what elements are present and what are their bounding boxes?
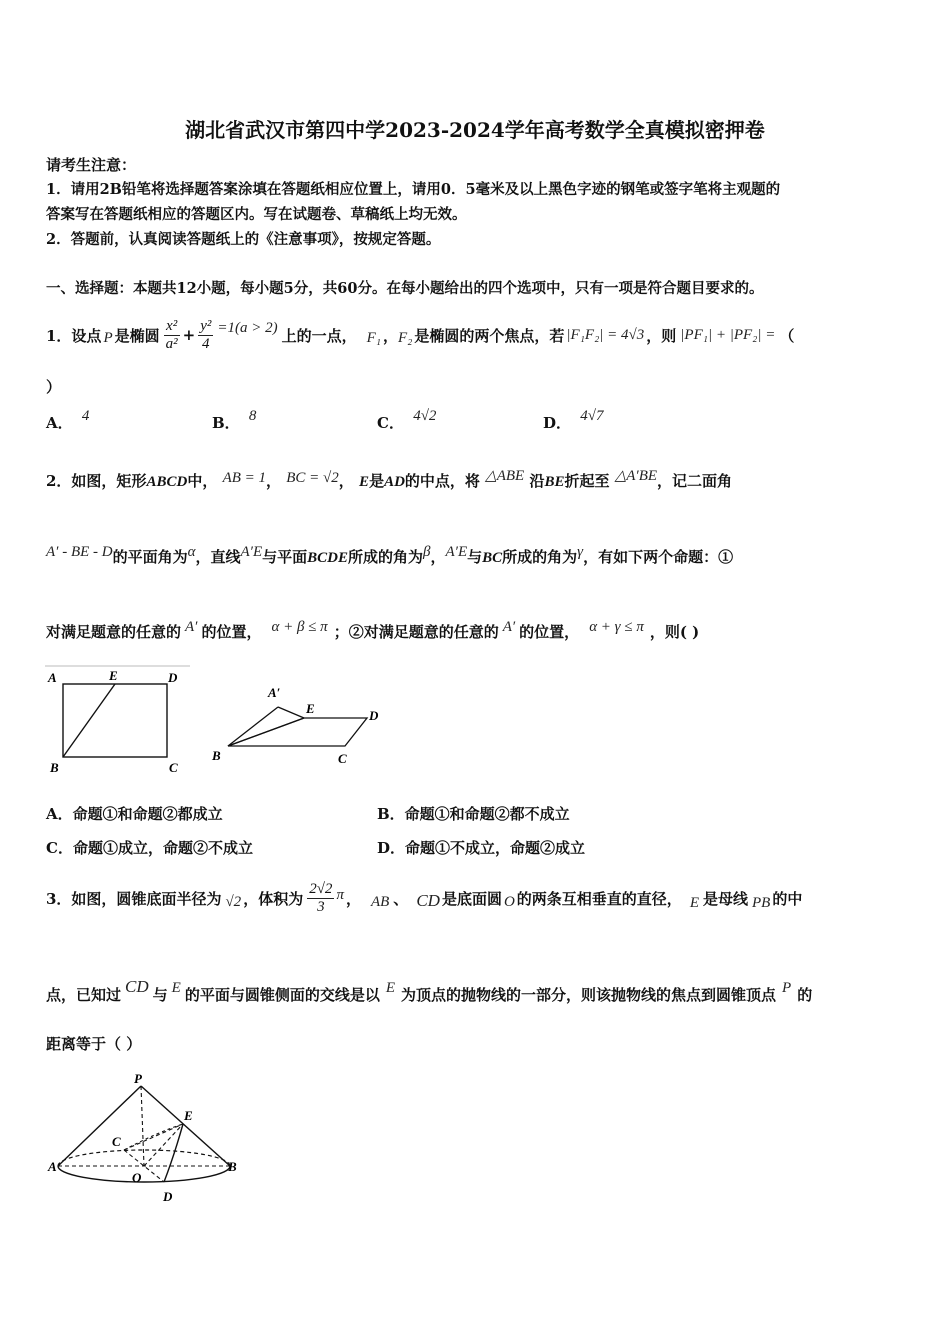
q1-fx-den: a²	[165, 335, 178, 352]
q1-plus: +	[182, 326, 196, 344]
q1-condition: =1(a > 2)	[217, 319, 278, 336]
q2-l2-e: A′E	[240, 544, 263, 560]
q3-l2-a: 点，已知过	[46, 986, 122, 1004]
q2-l2-m: BC	[482, 550, 503, 566]
q2-l2-o: γ	[577, 544, 584, 560]
q2-l3-d: α + β ≤ π	[271, 619, 328, 635]
q1-fy-num: y²	[200, 318, 212, 334]
q1-option-d[interactable]	[543, 408, 604, 433]
q1-comma: ，	[383, 326, 399, 345]
question-3-line-2	[46, 977, 813, 1005]
q1-option-c[interactable]	[377, 408, 437, 433]
q3-l1-k: E	[689, 894, 699, 911]
q1-text-2: 是椭圆	[114, 326, 160, 345]
q3-l1-d: ，	[345, 889, 361, 908]
page-title: 湖北省武汉市第四中学2023-2024学年高考数学全真模拟密押卷	[185, 118, 765, 142]
q3-l1-h: 是底面圆	[441, 889, 502, 908]
cone-label-b: B	[228, 1159, 237, 1174]
q3-l2-h: P	[782, 980, 792, 996]
q3-volume-fraction	[307, 881, 334, 915]
q2-l3-c: 的位置，	[201, 623, 262, 641]
q2-l2-g: BCDE	[307, 550, 348, 566]
question-1-stem	[46, 312, 794, 358]
q2-l1-i: 是	[369, 472, 385, 490]
fig1-rectangle	[63, 684, 167, 757]
fig1-label-a: A	[48, 670, 57, 685]
q2-l2-c: α	[187, 544, 196, 560]
q1-option-a-value: 4	[81, 408, 90, 424]
fig2-base-plane	[228, 718, 367, 746]
q1-fraction-y	[198, 318, 213, 352]
q3-l1-b: √2	[225, 893, 242, 910]
q1-distance: |F₁F₂| = 4√3	[566, 326, 645, 343]
q2-l3-g: 的位置，	[519, 623, 580, 641]
q3-l1-g: CD	[416, 891, 440, 910]
q3-vol-den: 3	[317, 898, 325, 915]
q2-l2-n: 所成的角为	[502, 548, 578, 566]
fig2-label-b: B	[212, 748, 221, 763]
q2-l2-p: ，有如下两个命题：①	[583, 548, 734, 566]
q1-text-1: 1．设点	[46, 326, 102, 345]
q1-option-d-value: 4√7	[580, 408, 604, 424]
q1-fraction-x	[164, 318, 180, 352]
q1-option-d-label: D．	[543, 414, 572, 432]
q1-option-b-value: 8	[248, 408, 257, 424]
segment-ce	[124, 1124, 183, 1150]
q2-option-a[interactable]: A．命题①和命题②都成立	[46, 805, 223, 823]
fig2-label-d: D	[369, 708, 379, 723]
q2-l1-o: 折起至	[564, 472, 610, 490]
q3-l1-c: ，体积为	[243, 889, 304, 908]
fig1-label-d: D	[168, 670, 178, 685]
q2-l1-a: 2．如图，矩形	[46, 472, 147, 490]
cone-label-o: O	[132, 1170, 142, 1185]
q2-l1-f: BC = √2	[286, 470, 339, 486]
question-3-line-1	[46, 872, 802, 924]
q2-l3-h: α + γ ≤ π	[589, 619, 644, 635]
notice-item-2: 2．答题前，认真阅读答题纸上的《注意事项》，按规定答题。	[46, 231, 441, 248]
q2-l2-a: A′ - BE - D	[46, 544, 113, 560]
q2-l1-j: AD	[384, 474, 405, 490]
fig1-label-e: E	[109, 668, 118, 683]
q1-option-b[interactable]	[212, 408, 257, 433]
q1-option-a-label: A．	[46, 414, 73, 432]
q3-cone-drawing	[46, 1070, 246, 1210]
q1-option-a[interactable]	[46, 408, 90, 433]
q2-l2-k: A′E	[445, 544, 468, 560]
notice-item-1-line-2: 答案写在答题纸相应的答题区内。写在试题卷、草稿纸上均无效。	[46, 206, 467, 223]
notice-item-1-line-1: 1．请用2B铅笔将选择题答案涂填在答题纸相应位置上，请用0．5毫米及以上黑色字迹的钢笔或签字笔将主观题的	[46, 181, 781, 198]
q3-l1-j: 的两条互相垂直的直径，	[516, 889, 682, 908]
fig1-segment-be	[63, 684, 115, 757]
q1-option-c-label: C．	[377, 414, 404, 432]
q2-l2-b: 的平面角为	[112, 548, 188, 566]
notice-heading: 请考生注意：	[46, 156, 137, 174]
q3-l2-e: 的平面与圆锥侧面的交线是以	[184, 986, 380, 1004]
q2-l3-b: A′	[185, 619, 198, 635]
fig2-segment-be	[228, 718, 304, 746]
cone-slant-pb	[141, 1086, 230, 1166]
q1-close-paren: ）	[46, 378, 62, 396]
q2-l2-h: 所成的角为	[347, 548, 423, 566]
fig2-label-c: C	[338, 751, 347, 766]
q3-l2-i: 的	[797, 986, 813, 1004]
q3-vol-num: 2√2	[309, 881, 333, 897]
q1-option-b-label: B．	[212, 414, 240, 432]
q1-f2: F₂	[398, 329, 413, 346]
fig2-segment-ae	[278, 707, 304, 718]
q2-l2-d: ，直线	[195, 548, 241, 566]
q3-l1-e: AB	[370, 893, 390, 910]
q2-l1-c: 中，	[187, 472, 218, 490]
question-2-line-3	[46, 621, 699, 642]
height-po	[141, 1086, 144, 1166]
q2-l3-f: A′	[502, 619, 516, 635]
parabola-curve	[164, 1124, 183, 1182]
q2-l2-f: 与平面	[262, 548, 308, 566]
q3-l2-f: E	[385, 980, 396, 996]
q3-l1-f: 、	[393, 889, 409, 908]
q2-l3-i: ，则( )	[649, 623, 700, 641]
q2-figures	[42, 664, 402, 776]
cone-label-a: A	[48, 1159, 57, 1174]
fig2-label-e: E	[306, 701, 315, 716]
fig1-label-c: C	[169, 760, 178, 775]
q2-l1-q: ，记二面角	[657, 472, 733, 490]
q3-l2-g: 为顶点的抛物线的一部分，则该抛物线的焦点到圆锥顶点	[401, 986, 777, 1004]
question-2-line-1	[46, 470, 732, 491]
q2-l1-k: 的中点，将	[404, 472, 480, 490]
cone-label-c: C	[112, 1134, 121, 1149]
q2-l1-b: ABCD	[146, 474, 188, 490]
question-3-line-3: 距离等于（ ）	[46, 1035, 142, 1053]
cone-base-front	[58, 1166, 230, 1182]
q1-text-4: 是椭圆的两个焦点，若	[414, 326, 565, 345]
q1-point-p: P	[103, 329, 113, 346]
q2-option-b[interactable]: B．命题①和命题②都不成立	[377, 805, 570, 823]
q2-l2-l: 与	[467, 548, 483, 566]
q3-l2-c: 与	[152, 986, 168, 1004]
q1-sum: |PF₁| + |PF₂| =	[680, 326, 776, 343]
q1-option-c-value: 4√2	[413, 408, 437, 424]
q3-l1-i: O	[503, 893, 515, 910]
q2-l2-i: β	[423, 544, 431, 560]
q3-l1-l: 是母线	[702, 889, 748, 908]
fig1-label-b: B	[50, 760, 59, 775]
q1-f1: F₁	[366, 329, 381, 346]
cone-slant-pa	[58, 1086, 141, 1166]
q1-text-6: （	[779, 326, 795, 345]
q2-l1-h: E	[359, 474, 370, 490]
cone-label-e: E	[184, 1108, 193, 1123]
q2-option-c[interactable]: C．命题①成立，命题②不成立	[46, 839, 253, 857]
q3-l2-b: CD	[125, 977, 149, 996]
cone-label-d: D	[163, 1189, 173, 1204]
fig2-segment-ba	[228, 707, 278, 746]
q2-l1-m: 沿	[529, 472, 545, 490]
q2-l3-e: ；②对满足题意的任意的	[333, 623, 499, 641]
q2-l1-l: △ABE	[485, 468, 525, 484]
q3-l2-d: E	[171, 980, 181, 996]
q2-l3-a: 对满足题意的任意的	[46, 623, 182, 641]
q2-option-d[interactable]: D．命题①不成立，命题②成立	[377, 839, 586, 857]
q2-l1-e: ，	[266, 472, 282, 490]
q2-l1-g: ，	[338, 472, 354, 490]
q2-l1-d: AB = 1	[222, 470, 267, 486]
q1-text-3: 上的一点，	[281, 326, 357, 345]
question-2-line-2	[46, 546, 733, 567]
cone-label-p: P	[134, 1071, 142, 1086]
fig2-label-a: A′	[268, 685, 281, 700]
q3-vol-pi: π	[336, 886, 344, 903]
q2-l1-n: BE	[544, 474, 565, 490]
q3-l1-m: PB	[752, 894, 771, 911]
q1-text-5: ，则	[646, 326, 677, 345]
q3-l1-a: 3．如图，圆锥底面半径为	[46, 889, 222, 908]
section-heading: 一、选择题：本题共12小题，每小题5分，共60分。在每小题给出的四个选项中，只有一项是符合题目要求的。	[46, 280, 764, 297]
q1-fx-num: x²	[164, 318, 180, 336]
q3-l1-n: 的中	[772, 889, 803, 908]
q2-l2-j: ，	[430, 548, 446, 566]
q1-fy-den: 4	[202, 335, 210, 352]
q2-l1-p: △A′BE	[614, 468, 658, 484]
